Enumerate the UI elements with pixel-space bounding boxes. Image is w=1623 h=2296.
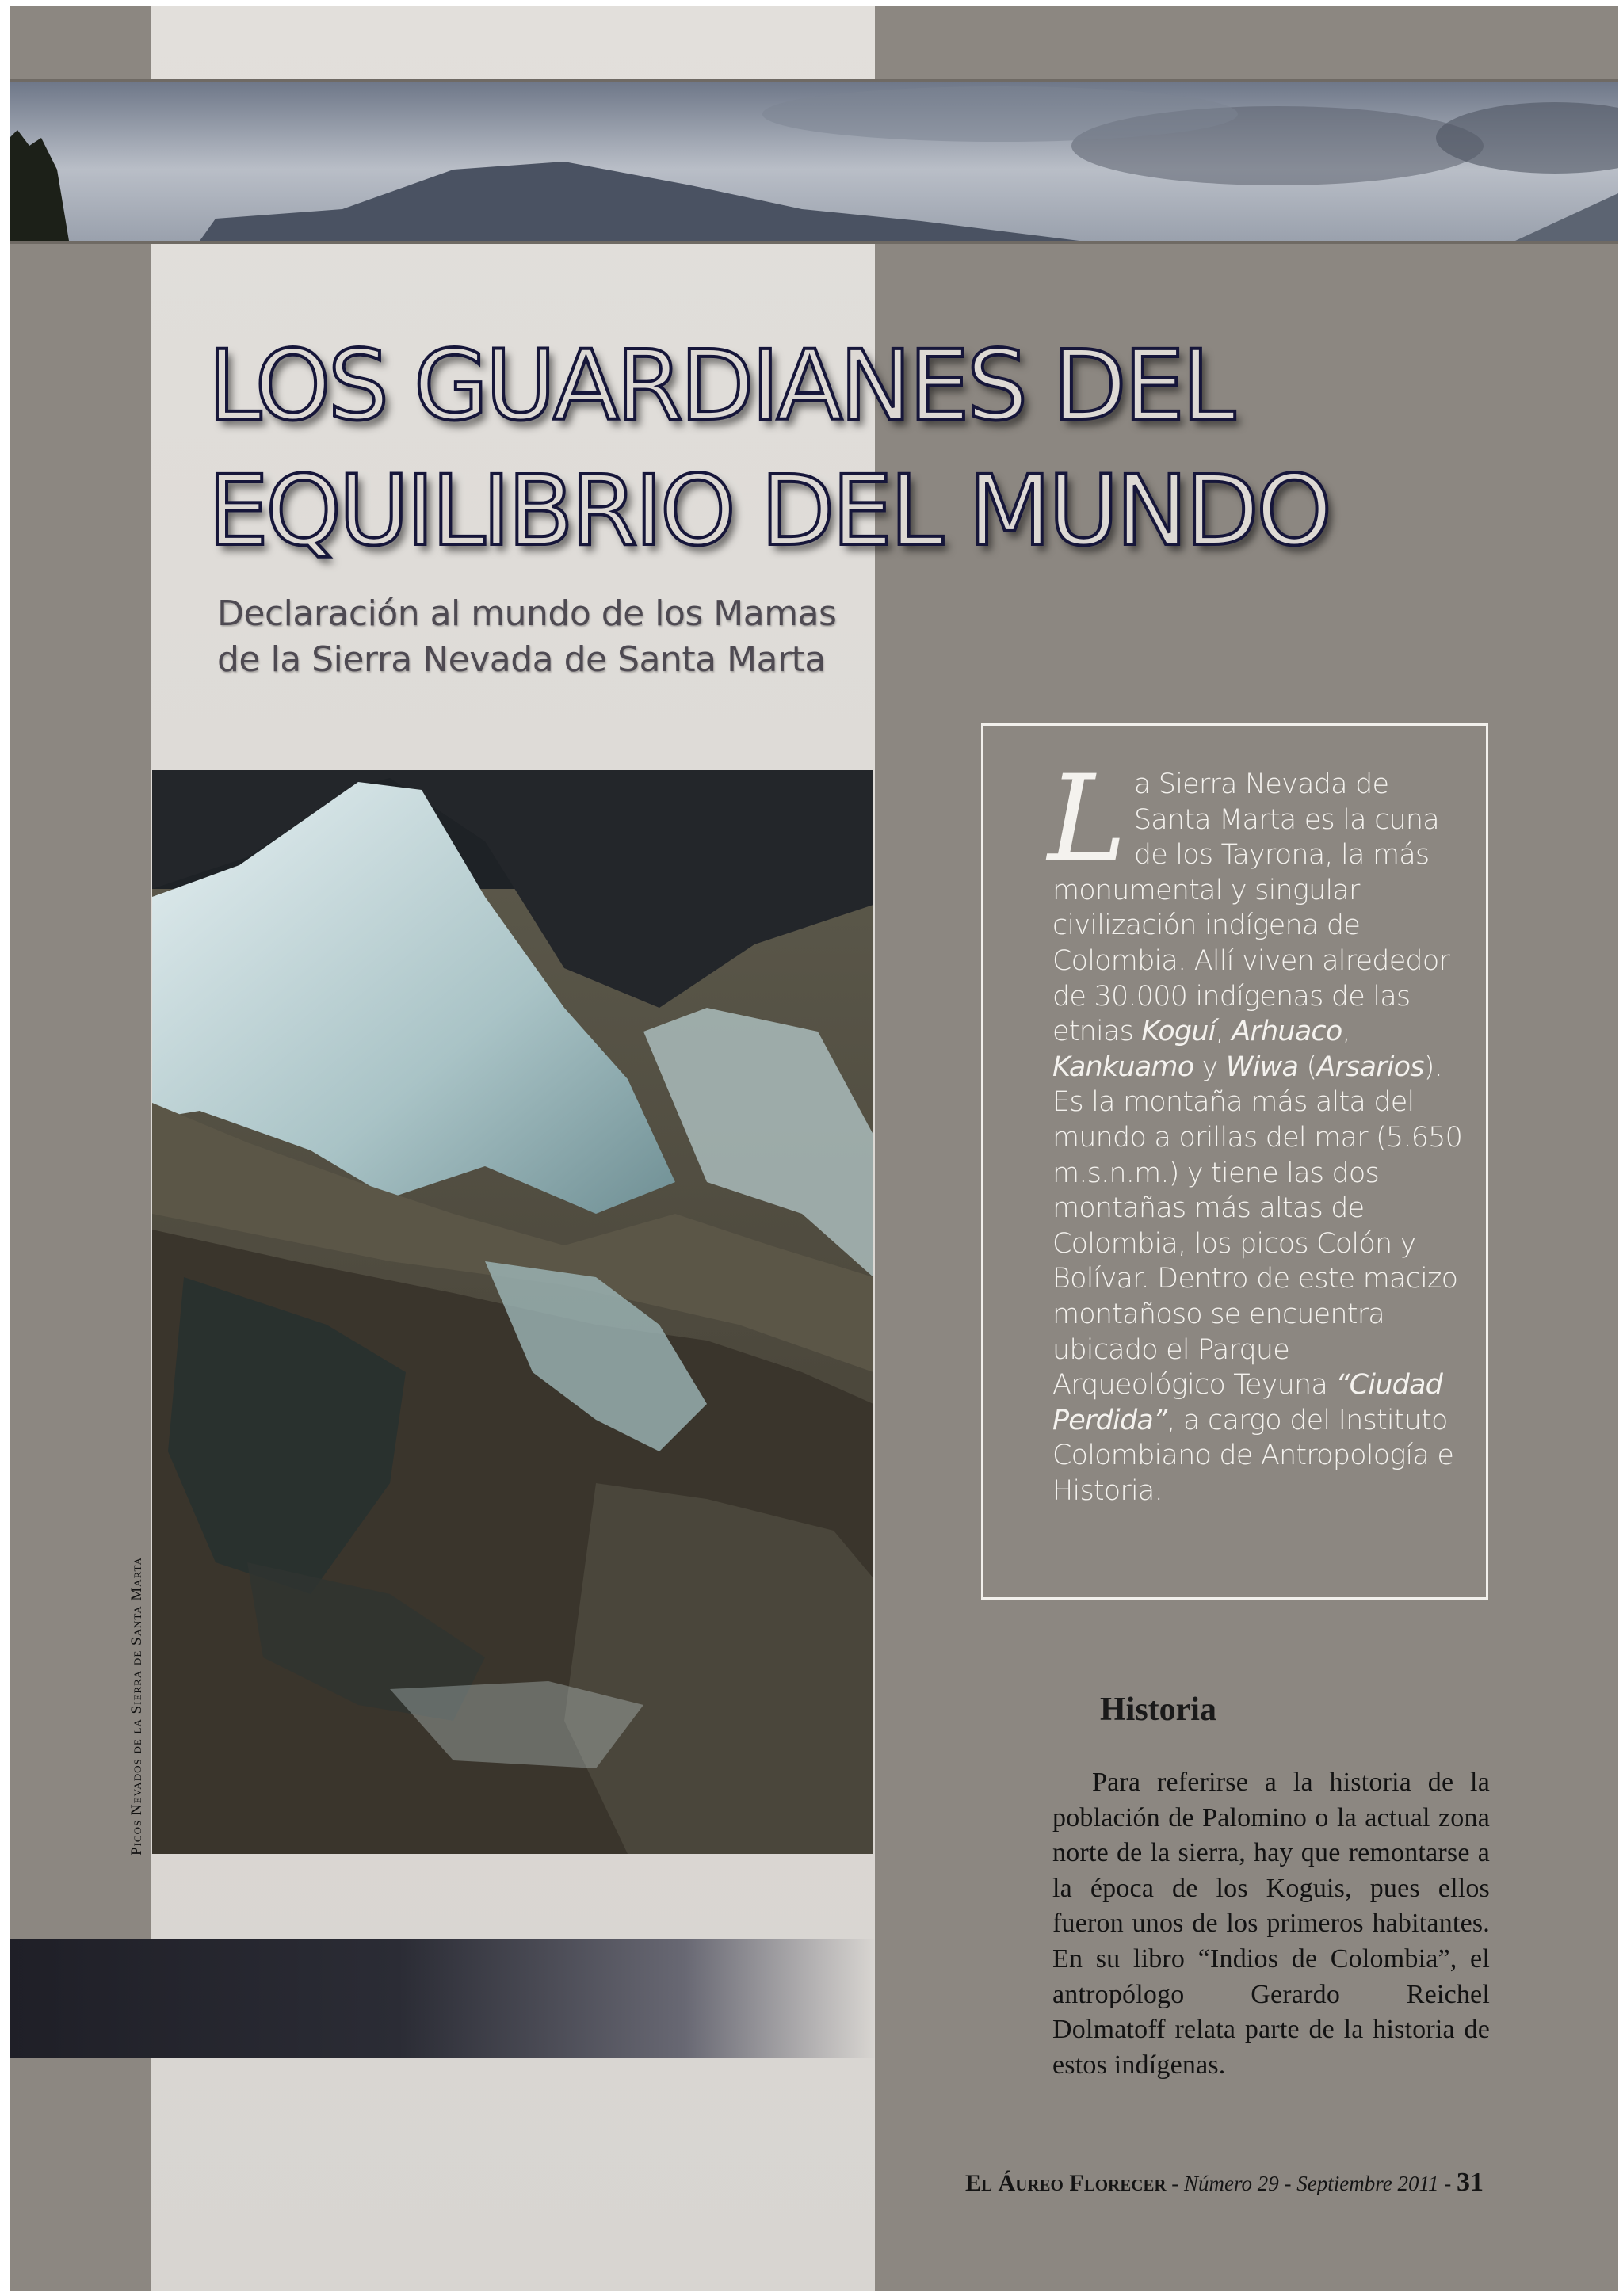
intro-part-3: , a cargo del Instituto Colombiano de Antropología e Historia. bbox=[1052, 1404, 1454, 1507]
ethnic-kogui: Koguí bbox=[1141, 1016, 1216, 1048]
banner-landscape bbox=[10, 82, 1618, 241]
footer-separator-2: - bbox=[1438, 2172, 1457, 2195]
subtitle-line-2: de la Sierra Nevada de Santa Marta bbox=[217, 639, 826, 680]
drop-cap: L bbox=[1048, 750, 1126, 888]
intro-sep-3: y bbox=[1193, 1051, 1226, 1083]
intro-text bbox=[1048, 750, 1465, 1508]
photo-caption: Picos Nevados de la Sierra de Santa Marta bbox=[128, 1557, 145, 1855]
intro-part-2: ). Es la montaña más alta del mundo a orillas del mar (5.650 m.s.n.m.) y tiene las dos montañas más altas de Colombia, los picos Colón y Bolívar. Dentro de este macizo montañoso se encuentra ubicado el Parque Arqueológico Teyuna bbox=[1052, 1051, 1463, 1402]
title-line-1: LOS GUARDIANES DEL bbox=[208, 330, 1232, 442]
ethnic-arhuaco: Arhuaco bbox=[1232, 1016, 1342, 1048]
page-footer bbox=[951, 2168, 1484, 2198]
magazine-page bbox=[10, 6, 1618, 2291]
article-title bbox=[208, 323, 1555, 574]
snowy-peaks-photo bbox=[152, 770, 873, 1854]
dark-gradient-bar bbox=[10, 1939, 875, 2058]
section-heading-historia: Historia bbox=[1100, 1691, 1216, 1728]
title-line-2: EQUILIBRIO DEL MUNDO bbox=[208, 455, 1330, 567]
article-subtitle bbox=[217, 591, 899, 683]
mountain-illustration bbox=[152, 770, 873, 1854]
page-number: 31 bbox=[1457, 2168, 1484, 2197]
footer-separator-1: - bbox=[1166, 2172, 1185, 2195]
issue-info: Número 29 - Septiembre 2011 bbox=[1184, 2172, 1439, 2195]
ethnic-arsarios: Arsarios bbox=[1316, 1051, 1424, 1083]
mountain-banner-image bbox=[10, 79, 1618, 244]
subtitle-line-1: Declaración al mundo de los Mamas bbox=[217, 593, 837, 634]
intro-paren-open: ( bbox=[1298, 1051, 1317, 1083]
intro-part-1: a Sierra Nevada de Santa Marta es la cuna de los Tayrona, la más monumental y singular civilización indígena de Colombia. Allí viven alrededor de 30.000 indígenas de las etnias bbox=[1052, 769, 1450, 1048]
intro-sep-1: , bbox=[1215, 1016, 1232, 1048]
ethnic-wiwa: Wiwa bbox=[1225, 1051, 1299, 1083]
historia-paragraph: Para referirse a la historia de la población de Palomino o la actual zona norte de la sierra, hay que remontarse a la época de los Koguis, pues ellos fueron unos de los primeros habitantes. En su libro “Indios de Colombia”, el antropólogo Gerardo Reichel Dolmatoff relata parte de la historia de estos indígenas. bbox=[1052, 1768, 1490, 2080]
ethnic-kankuamo: Kankuamo bbox=[1052, 1051, 1194, 1083]
park-name: “Ciudad Perdida” bbox=[1052, 1369, 1443, 1436]
magazine-name: El Áureo Florecer bbox=[965, 2170, 1167, 2196]
intro-sep-2: , bbox=[1342, 1016, 1350, 1048]
